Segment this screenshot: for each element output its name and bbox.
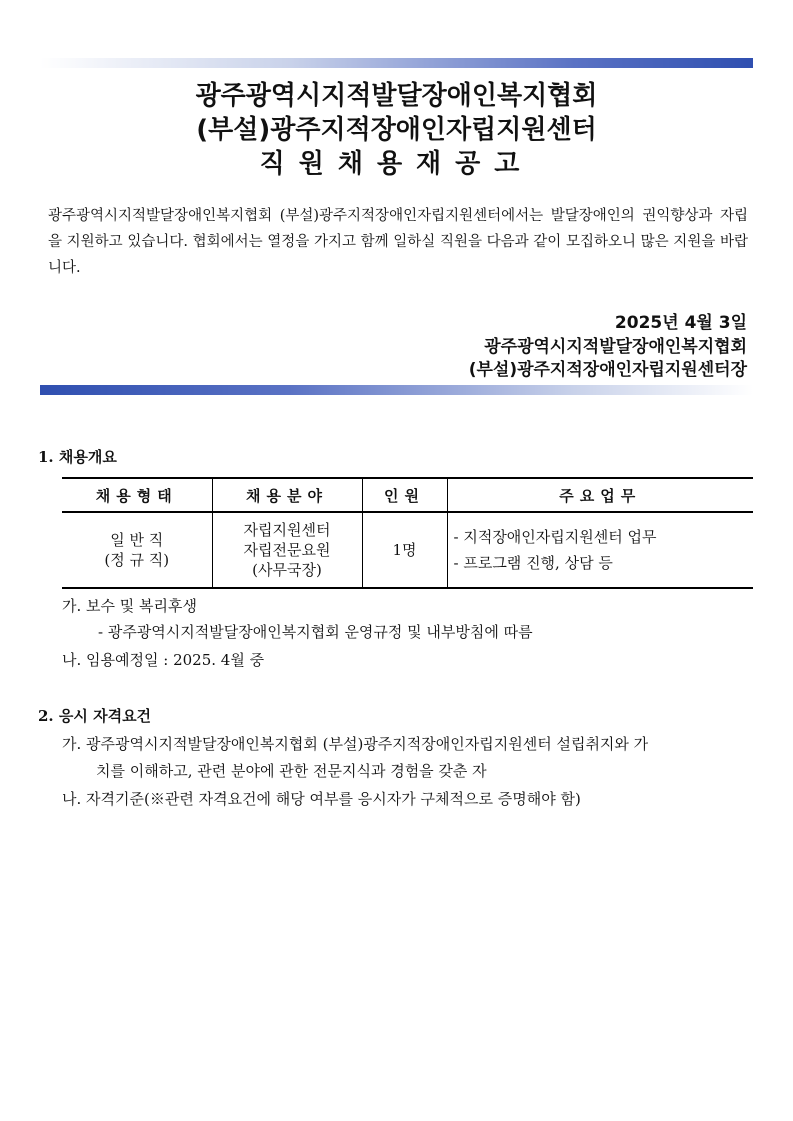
qualification-a-line1: 가. 광주광역시지적발달장애인복지협회 (부설)광주지적장애인자립지원센터 설립취지와 가	[62, 735, 649, 753]
field-line3: (사무국장)	[252, 561, 322, 579]
field-line2: 자립전문요원	[243, 541, 331, 559]
cell-count: 1명	[362, 512, 447, 588]
item-salary: 가. 보수 및 복리후생	[62, 597, 197, 615]
signature-date: 2025년 4월 3일	[614, 313, 747, 333]
type-line2: (정 규 직)	[104, 551, 170, 569]
cell-duties	[447, 512, 753, 588]
header-type: 채용형태	[62, 478, 212, 512]
table-header-row	[62, 478, 753, 512]
field-line1: 자립지원센터	[243, 521, 331, 539]
duty-1: - 지적장애인자립지원센터 업무	[453, 528, 657, 546]
title-org: 광주광역시지적발달장애인복지협회	[195, 81, 598, 111]
header-count: 인원	[362, 478, 447, 512]
cell-type	[62, 512, 212, 588]
recruitment-table	[62, 477, 753, 589]
title-center: (부설)광주지적장애인자립지원센터	[196, 115, 597, 145]
type-line1: 일 반 직	[110, 531, 164, 549]
signature-org: 광주광역시지적발달장애인복지협회	[484, 337, 747, 357]
duty-2: - 프로그램 진행, 상담 등	[453, 554, 613, 572]
section2-heading: 2. 응시 자격요건	[38, 707, 152, 725]
middle-decorative-bar	[40, 385, 753, 395]
header-field: 채용분야	[212, 478, 362, 512]
signature-head: (부설)광주지적장애인자립지원센터장	[468, 360, 747, 380]
section1-heading: 1. 채용개요	[38, 448, 117, 466]
item-salary-detail: - 광주광역시지적발달장애인복지협회 운영규정 및 내부방침에 따름	[98, 623, 533, 641]
title-notice: 직원채용재공고	[259, 149, 534, 179]
table-row	[62, 512, 753, 588]
item-start-date: 나. 임용예정일 : 2025. 4월 중	[62, 651, 265, 669]
top-decorative-bar	[40, 58, 753, 68]
intro-paragraph: 광주광역시지적발달장애인복지협회 (부설)광주지적장애인자립지원센터에서는 발달장애인의 권익향상과 자립을 지원하고 있습니다. 협회에서는 열정을 가지고 함께 일하실 직원을 다음과 같이 모집하오니 많은 지원을 바랍니다.	[48, 208, 748, 276]
cell-field	[212, 512, 362, 588]
header-duties: 주요업무	[447, 478, 753, 512]
qualification-a-line2: 치를 이해하고, 관련 분야에 관한 전문지식과 경험을 갖춘 자	[96, 762, 487, 780]
qualification-b: 나. 자격기준(※관련 자격요건에 해당 여부를 응시자가 구체적으로 증명해야 함)	[62, 790, 581, 808]
